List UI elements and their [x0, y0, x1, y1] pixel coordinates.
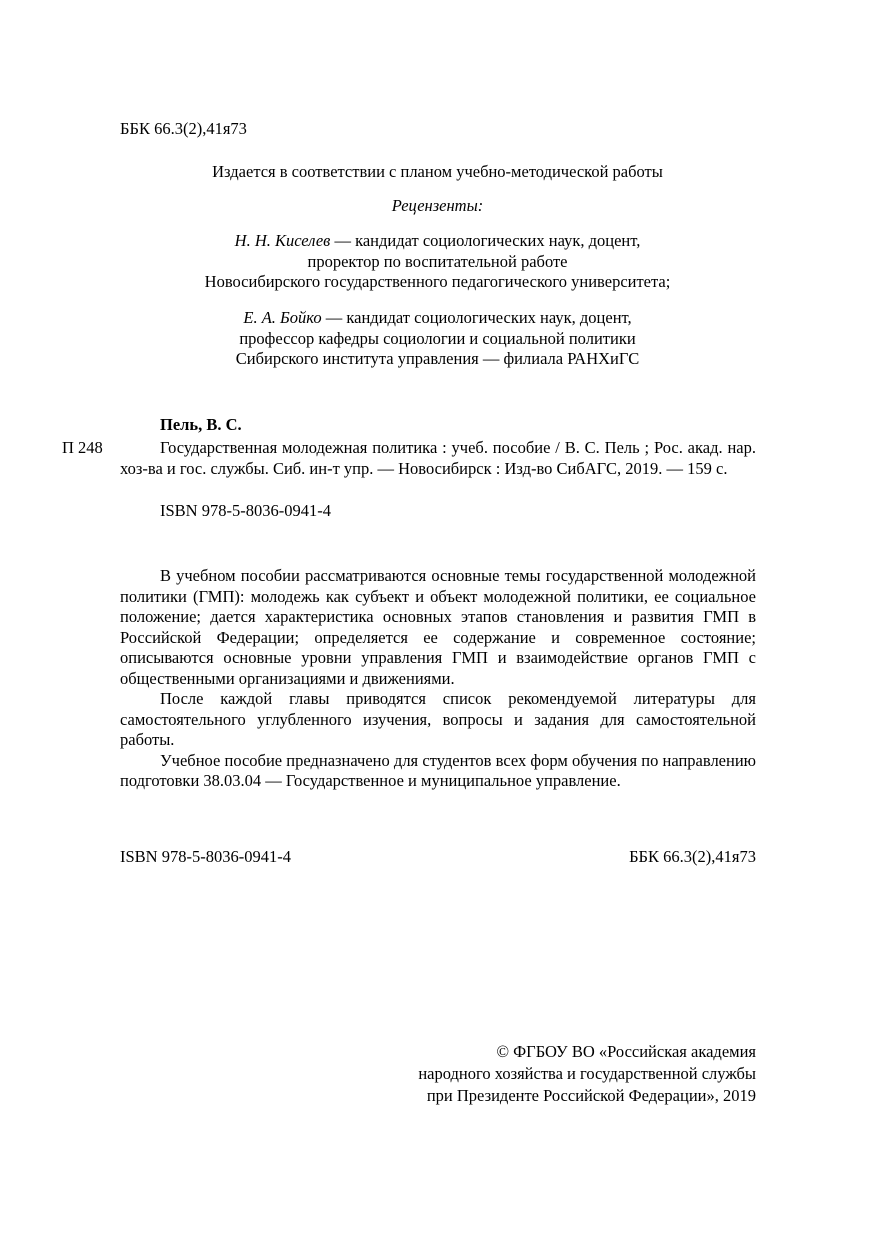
reviewer-2	[0, 308, 875, 370]
reviewer-2-line-1	[0, 308, 875, 329]
bbk-code-top: ББК 66.3(2),41я73	[120, 119, 247, 138]
reviewer-2-position: профессор кафедры социологии и социальной политики	[239, 328, 636, 348]
copyright-line-1: © ФГБОУ ВО «Российская академия	[496, 1042, 756, 1061]
copyright-line-3: при Президенте Российской Федерации», 2019	[426, 1086, 756, 1105]
catalog-isbn: ISBN 978-5-8036-0941-4	[160, 501, 331, 520]
reviewer-2-name: Е. А. Бойко	[243, 308, 322, 327]
footer-codes	[120, 847, 756, 867]
annotation	[120, 566, 756, 792]
catalog-code: П 248	[62, 438, 103, 457]
reviewer-1-name: Н. Н. Киселев	[234, 231, 331, 250]
publish-note: Издается в соответствии с планом учебно-методической работы	[212, 162, 663, 181]
annotation-paragraph-1: В учебном пособии рассматриваются основные темы государственной молодежной политики (ГМП): молодежь как субъект и объект молодежной политики, ее социальное положение; дается характеристика основных этапов становления и развития ГМП в Российской Федерации; определяется ее содержание и современное состояние; описываются основные уровни управления ГМП и взаимодействие органов ГМП с общественными организациями и движениями.	[120, 566, 756, 688]
catalog-description: Государственная молодежная политика : учеб. пособие / В. С. Пель ; Рос. акад. нар. хоз-ва и гос. службы. Сиб. ин-т упр. — Новосибирск : Изд-во СибАГС, 2019. — 159 с.	[120, 438, 756, 478]
reviewer-1	[0, 231, 875, 293]
reviewer-1-title: — кандидат социологических наук, доцент,	[330, 231, 641, 250]
annotation-paragraph-2: После каждой главы приводятся список рекомендуемой литературы для самостоятельного углубленного изучения, вопросы и задания для самостоятельной работы.	[120, 689, 756, 749]
catalog-author: Пель, В. С.	[160, 415, 242, 434]
reviewer-1-line-1	[0, 231, 875, 252]
reviewer-2-title: — кандидат социологических наук, доцент,	[321, 308, 632, 327]
footer-bbk: ББК 66.3(2),41я73	[629, 847, 756, 866]
annotation-paragraph-3: Учебное пособие предназначено для студентов всех форм обучения по направлению подготовки 38.03.04 — Государственное и муниципальное управление.	[120, 750, 756, 790]
copyright-line-2: народного хозяйства и государственной службы	[418, 1064, 756, 1083]
reviewer-1-organization: Новосибирского государственного педагогического университета;	[204, 272, 671, 291]
reviewer-2-organization: Сибирского института управления — филиала РАНХиГС	[235, 349, 640, 368]
copyright	[418, 1041, 756, 1107]
reviewers-title: Рецензенты:	[391, 196, 484, 215]
footer-isbn: ISBN 978-5-8036-0941-4	[120, 847, 291, 866]
reviewer-1-position: проректор по воспитательной работе	[307, 251, 568, 271]
